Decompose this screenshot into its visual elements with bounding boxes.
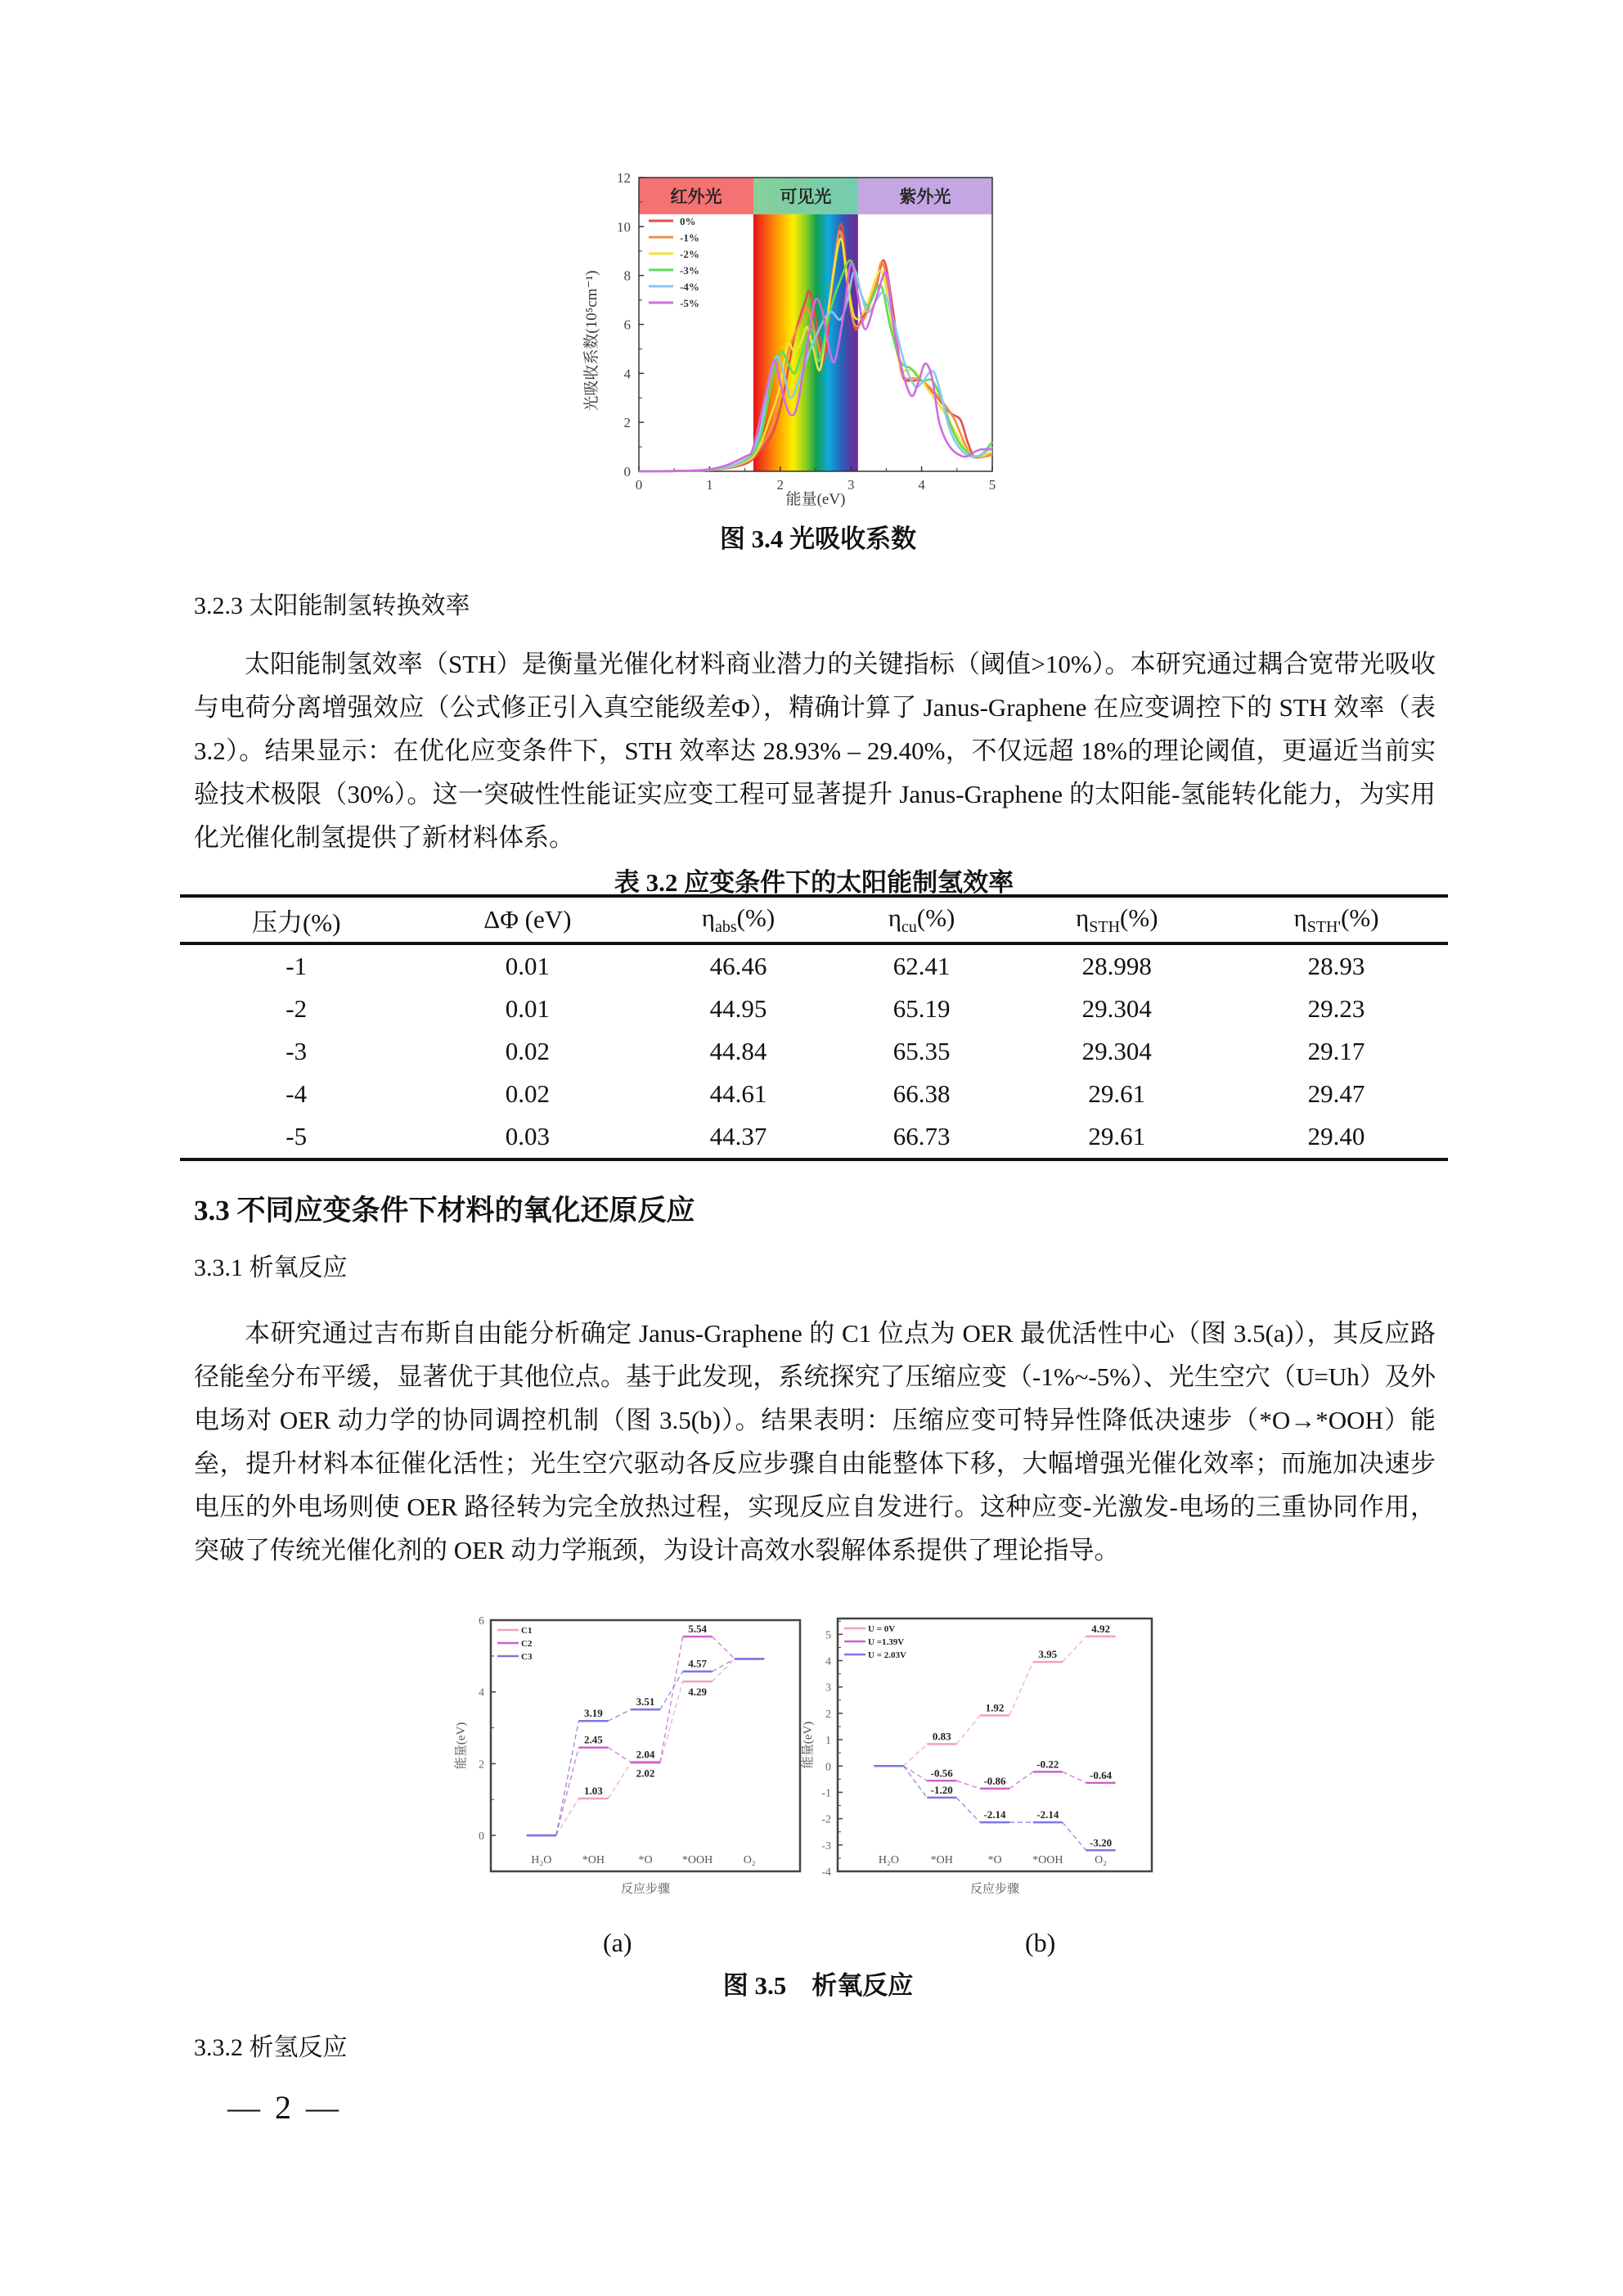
y-tick-label: 0: [623, 464, 631, 479]
energy-value-label: -2.14: [1036, 1808, 1059, 1821]
connector-dash: [956, 1715, 980, 1744]
table-cell: -4: [285, 1079, 308, 1108]
y-axis-label: 光吸收系数(10⁵cm⁻¹): [583, 270, 600, 412]
table-cell: 44.84: [709, 1037, 767, 1065]
x-tick-label: 0: [635, 477, 643, 493]
plot-frame: [491, 1620, 800, 1871]
x-tick-label: 2: [776, 477, 785, 493]
header-main: ΔΦ (eV): [483, 905, 572, 934]
header-subscript: cu: [901, 917, 917, 936]
legend-label: -4%: [680, 280, 699, 293]
x-tick-label: 3: [847, 477, 855, 493]
x-category-label: O₂: [743, 1854, 756, 1866]
legend-label: U =1.39V: [868, 1637, 905, 1647]
y-tick-label: -2: [821, 1813, 831, 1826]
y-tick-label: 8: [623, 268, 631, 284]
table-cell: 44.61: [709, 1079, 767, 1108]
legend-label: C1: [521, 1626, 533, 1636]
region-label: 紫外光: [899, 187, 951, 207]
y-axis-label: 能量(eV): [802, 1721, 815, 1769]
x-axis-label: 反应步骤: [620, 1883, 671, 1896]
sth-efficiency-table: [180, 894, 1448, 1161]
table-header-row: [180, 896, 1448, 943]
table-3-2-caption: 表 3.2 应变条件下的太阳能制氢效率: [614, 868, 1014, 897]
header-subscript: STH: [1089, 917, 1121, 936]
x-tick-label: 1: [706, 477, 713, 493]
header-main: η: [1293, 903, 1307, 932]
y-tick-label: 5: [825, 1629, 831, 1642]
x-category-label: *O: [987, 1854, 1002, 1866]
connector-dash: [1009, 1662, 1033, 1715]
connector-dash: [556, 1721, 579, 1835]
page-number: — 2 —: [227, 2089, 342, 2126]
section-heading-3-3: 3.3 不同应变条件下材料的氧化还原反应: [194, 1195, 695, 1227]
section-3-2-3-paragraph: 太阳能制氢效率（STH）是衡量光催化材料商业潜力的关键指标（阈值>10%）。本研究通过耦合宽带光吸收与电荷分离增强效应（公式修正引入真空能级差Φ），精确计算了 Janus-Graphene 在应变调控下的 STH 效率（表 3.2）。结果显示：在优化应变条件下，STH 效率达 28.93% – 29.40%，不仅远超 18%的理论阈值，更逼近当前实验技术极限（30%）。这一突破性性能证实应变工程可显著提升 Janus-Graphene 的太阳能-氢能转化能力，为实用化光催化制氢提供了新材料体系。: [194, 650, 1436, 852]
header-subscript: abs: [715, 917, 737, 936]
energy-value-label: -0.64: [1090, 1768, 1113, 1781]
y-tick-label: 3: [825, 1681, 831, 1695]
energy-value-label: -1.20: [930, 1783, 953, 1796]
table-header-cell: [1009, 896, 1225, 943]
energy-value-label: -0.86: [983, 1774, 1006, 1787]
x-category-label: H₂O: [878, 1854, 899, 1866]
table-row: [180, 1073, 1448, 1115]
table-row: [180, 943, 1448, 988]
energy-value-label: -3.20: [1090, 1836, 1113, 1849]
connector-dash: [608, 1748, 631, 1763]
connector-dash: [956, 1798, 980, 1822]
energy-value-label: 2.45: [584, 1733, 603, 1746]
connector-dash: [903, 1745, 927, 1767]
energy-value-label: -0.22: [1036, 1758, 1059, 1771]
x-category-label: *OH: [930, 1854, 953, 1866]
legend-label: -2%: [680, 247, 699, 260]
energy-value-label: 2.02: [636, 1767, 655, 1780]
y-tick-label: -4: [821, 1866, 831, 1879]
table-cell: 28.998: [1081, 952, 1152, 980]
header-main: 压力(%): [251, 907, 341, 937]
energy-value-label: 2.04: [636, 1748, 655, 1761]
legend-label: U = 0V: [868, 1624, 896, 1634]
header-main: η: [888, 903, 901, 932]
energy-value-label: -2.14: [983, 1808, 1006, 1821]
energy-value-label: 1.03: [584, 1784, 603, 1797]
y-tick-label: 2: [825, 1708, 831, 1721]
connector-dash: [713, 1636, 735, 1659]
x-tick-label: 5: [988, 477, 996, 493]
section-heading-3-3-2: 3.3.2 析氢反应: [194, 2034, 348, 2061]
table-row: [180, 1030, 1448, 1073]
panel-b-label: (b): [1025, 1928, 1056, 1957]
energy-value-label: -0.56: [930, 1767, 953, 1780]
table-cell: 0.01: [505, 952, 550, 980]
table-cell: 29.40: [1225, 1115, 1448, 1159]
table-cell: -3: [285, 1037, 308, 1065]
figure-3-5-caption: 图 3.5 析氧反应: [722, 1971, 914, 2000]
table-cell: 29.304: [1081, 1037, 1152, 1065]
x-tick-label: 4: [918, 477, 925, 493]
panel-a-label: (a): [603, 1928, 632, 1957]
table-header-cell: [180, 896, 412, 943]
legend-label: -1%: [680, 231, 699, 244]
connector-dash: [1063, 1822, 1086, 1850]
y-tick-label: 4: [623, 366, 631, 382]
section-heading-3-2-3: 3.2.3 太阳能制氢转换效率: [194, 592, 470, 619]
x-category-label: *OH: [582, 1854, 605, 1866]
header-unit: (%): [916, 903, 955, 932]
y-tick-label: 12: [617, 170, 631, 186]
section-heading-3-3-1: 3.3.1 析氧反应: [194, 1254, 348, 1281]
y-tick-label: 2: [623, 415, 631, 431]
table-cell: 29.304: [1081, 994, 1152, 1023]
energy-value-label: 1.92: [985, 1701, 1005, 1714]
y-tick-label: 2: [479, 1758, 484, 1772]
figure-3-4-caption: 图 3.4 光吸收系数: [719, 524, 917, 553]
table-cell: 29.61: [1009, 1115, 1225, 1159]
table-cell: 46.46: [709, 952, 767, 980]
energy-value-label: 3.51: [636, 1695, 655, 1708]
x-category-label: O₂: [1095, 1854, 1108, 1866]
energy-value-label: 4.92: [1091, 1622, 1110, 1635]
legend-label: -3%: [680, 263, 699, 277]
table-cell: 28.93: [1307, 952, 1365, 980]
table-cell: 65.35: [892, 1037, 951, 1065]
section-3-3-1-paragraph: 本研究通过吉布斯自由能分析确定 Janus-Graphene 的 C1 位点为 OER 最优活性中心（图 3.5(a)），其反应路径能垒分布平缓，显著优于其他位点。基于此发现，系统探究了压缩应变（-1%~-5%）、光生空穴（U=Uh）及外电场对 OER 动力学的协同调控机制（图 3.5(b)）。结果表明：压缩应变可特异性降低决速步（*O→*OOH）能垒，提升材料本征催化活性；光生空穴驱动各反应步骤自由能整体下移，大幅增强光催化效率；而施加决速步电压的外电场则使 OER 路径转为完全放热过程，实现反应自发进行。这种应变-光激发-电场的三重协同作用，突破了传统光催化剂的 OER 动力学瓶颈，为设计高效水裂解体系提供了理论指导。: [194, 1319, 1436, 1564]
table-cell: -2: [285, 994, 308, 1023]
table-header-cell: [412, 896, 642, 943]
connector-dash: [1063, 1772, 1086, 1783]
oer-potential-energy-chart: [798, 1612, 1166, 1915]
connector-dash: [903, 1766, 927, 1781]
table-row: [180, 1115, 1448, 1159]
table-header-cell: [1225, 896, 1448, 943]
x-axis-label: 能量(eV): [785, 491, 846, 507]
energy-value-label: 4.57: [688, 1657, 707, 1670]
table-cell: 44.37: [642, 1115, 834, 1159]
table-cell: 29.47: [1307, 1079, 1365, 1108]
x-category-label: *OOH: [681, 1854, 713, 1866]
x-axis-label: 反应步骤: [969, 1883, 1020, 1896]
header-unit: (%): [736, 903, 776, 932]
y-tick-label: 4: [479, 1686, 484, 1699]
table-row: [180, 988, 1448, 1030]
table-cell: 0.02: [505, 1079, 550, 1108]
table-cell: -1: [285, 952, 308, 980]
table-cell: 0.02: [505, 1037, 550, 1065]
header-subscript: STH': [1306, 917, 1342, 936]
y-tick-label: 1: [825, 1735, 831, 1748]
table-cell: 29.61: [1088, 1079, 1146, 1108]
table-cell: 66.38: [892, 1079, 951, 1108]
header-main: η: [701, 903, 715, 932]
legend-label: U = 2.03V: [868, 1650, 906, 1660]
connector-dash: [1009, 1772, 1033, 1789]
y-tick-label: 10: [617, 218, 631, 235]
y-tick-label: 6: [623, 317, 631, 333]
region-label: 红外光: [670, 187, 722, 207]
connector-dash: [608, 1709, 631, 1721]
x-category-label: H₂O: [531, 1854, 552, 1866]
connector-dash: [903, 1766, 927, 1798]
y-tick-label: 0: [825, 1761, 831, 1774]
connector-dash: [956, 1781, 980, 1789]
y-tick-label: 0: [479, 1830, 484, 1844]
table-cell: 66.73: [834, 1115, 1009, 1159]
legend-label: C3: [521, 1652, 533, 1662]
energy-value-label: 5.54: [688, 1623, 707, 1636]
connector-dash: [608, 1763, 631, 1799]
y-tick-label: 4: [825, 1655, 831, 1668]
energy-value-label: 3.95: [1038, 1648, 1058, 1661]
connector-dash: [556, 1748, 579, 1835]
header-unit: (%): [1341, 903, 1379, 932]
absorption-chart: [564, 164, 1039, 507]
y-tick-label: 6: [479, 1615, 484, 1627]
x-category-label: *OOH: [1032, 1854, 1063, 1866]
energy-value-label: 3.19: [584, 1707, 603, 1720]
connector-dash: [660, 1636, 683, 1763]
energy-value-label: 4.29: [688, 1685, 707, 1698]
table-cell: -5: [180, 1115, 412, 1159]
header-main: η: [1076, 903, 1090, 932]
table-cell: 0.03: [412, 1115, 642, 1159]
y-axis-label: 能量(eV): [455, 1722, 468, 1770]
energy-value-label: 0.83: [932, 1730, 951, 1743]
table-cell: 29.23: [1307, 994, 1365, 1023]
y-tick-label: -3: [821, 1839, 831, 1853]
region-label: 可见光: [780, 187, 832, 207]
legend-label: C2: [521, 1639, 533, 1649]
table-header-cell: [642, 896, 834, 943]
header-unit: (%): [1120, 903, 1158, 932]
table-cell: 44.95: [709, 994, 767, 1023]
table-header-cell: [834, 896, 1009, 943]
connector-dash: [1063, 1636, 1086, 1662]
y-tick-label: -1: [821, 1787, 831, 1800]
x-category-label: *O: [638, 1854, 653, 1866]
connector-dash: [660, 1672, 683, 1709]
oer-site-energy-chart: [442, 1612, 810, 1915]
legend-label: -5%: [680, 296, 699, 309]
table-cell: 62.41: [892, 952, 951, 980]
legend-label: 0%: [680, 214, 696, 227]
connector-dash: [660, 1681, 683, 1763]
table-cell: 65.19: [892, 994, 951, 1023]
table-cell: 0.01: [505, 994, 550, 1023]
table-cell: 29.17: [1307, 1037, 1365, 1065]
